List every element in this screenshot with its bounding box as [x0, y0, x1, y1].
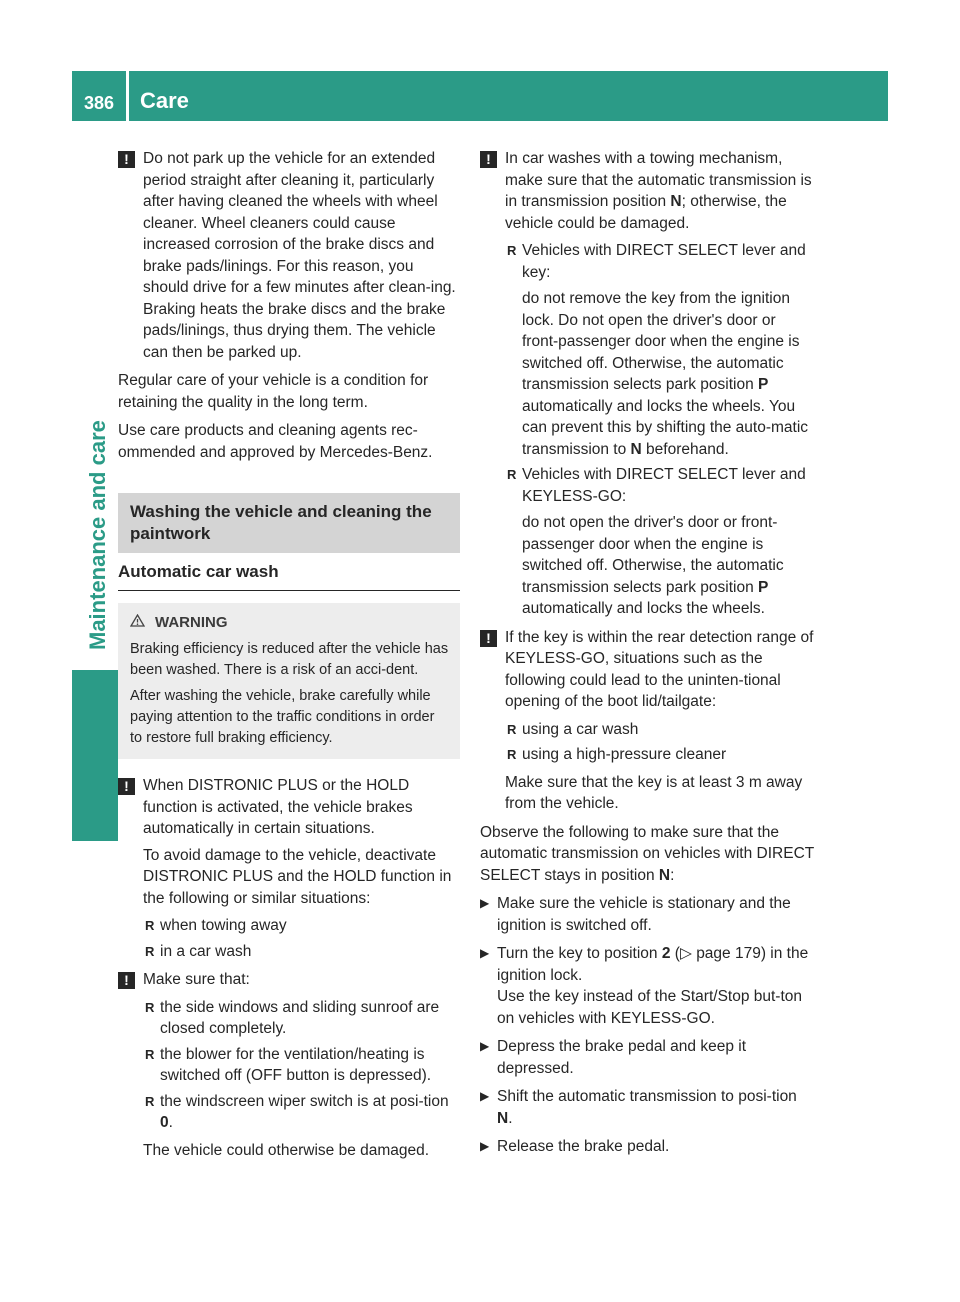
bullet-icon: R: [507, 243, 517, 258]
caution-note: [118, 969, 460, 1161]
bullet-icon: R: [145, 1046, 155, 1062]
list-item: R using a high-pressure cleaner: [505, 744, 816, 766]
exclamation-icon: [480, 151, 497, 168]
note-text: Make sure that:: [143, 971, 250, 988]
warning-title: WARNING: [155, 614, 228, 631]
note-text: When DISTRONIC PLUS or the HOLD function is activated, the vehicle brakes automatically in certain situations.: [143, 777, 413, 837]
warning-text: After washing the vehicle, brake carefully while paying attention to the traffic conditions in order to restore full braking efficiency.: [130, 688, 435, 746]
list-item: R Vehicles with DIRECT SELECT lever and KEYLESS-GO: do not open the driver's door or front-passenger door when the engine is switched off. Otherwise, the automatic transmission selects park position P automatically and locks the wheels.: [507, 466, 806, 617]
step-arrow-icon: ▶: [480, 946, 490, 960]
header-divider: [126, 71, 129, 121]
list-item: R using a car wash: [505, 719, 816, 741]
note-text: Do not park up the vehicle for an extended period straight after cleaning it, particularly after having cleaned the wheels with wheel cleaner. Wheel cleaners could cause increased corrosion of the brake discs and brake pads/linings. For this reason, you should drive for a few minutes after clean-ing. Braking heats the brake discs and the brake pads/linings, thus drying them. The vehicle can then be parked up.: [143, 150, 456, 361]
caution-note: [480, 627, 816, 815]
instruction-step: ▶ Depress the brake pedal and keep it depressed.: [480, 1038, 747, 1077]
header-bar: [72, 71, 888, 121]
warning-box: [118, 603, 460, 759]
step-arrow-icon: ▶: [480, 1039, 490, 1053]
instruction-step: ▶ Make sure the vehicle is stationary and the ignition is switched off.: [480, 895, 791, 934]
bullet-icon: R: [507, 747, 517, 762]
note-text: To avoid damage to the vehicle, deactivate DISTRONIC PLUS and the HOLD function in the following or similar situations:: [143, 846, 452, 907]
warning-text: Braking efficiency is reduced after the vehicle has been washed. There is a risk of an acci-dent.: [130, 641, 449, 678]
exclamation-icon: [118, 151, 135, 168]
list-item: R the blower for the ventilation/heating is switched off (OFF button is depressed).: [145, 1045, 432, 1084]
bullet-icon: R: [507, 721, 517, 737]
bullet-icon: R: [145, 918, 155, 933]
paragraph: Use care products and cleaning agents rec-ommended and approved by Mercedes-Benz.: [118, 422, 433, 461]
caution-note: [118, 148, 460, 363]
section-title: Care: [140, 88, 189, 113]
paragraph: Regular care of your vehicle is a condition for retaining the quality in the long term.: [118, 372, 429, 411]
list-item: R in a car wash: [143, 941, 460, 963]
right-column: [480, 148, 816, 1165]
warning-triangle-icon: [130, 612, 147, 633]
page-reference-link[interactable]: page 179) in the ignition lock.: [497, 945, 809, 984]
exclamation-icon: [118, 778, 135, 795]
list-item: R when towing away: [143, 915, 460, 937]
warning-header: [130, 612, 450, 633]
list-item: R the windscreen wiper switch is at posi-tion 0.: [145, 1092, 449, 1131]
step-arrow-icon: ▶: [480, 1139, 490, 1153]
list-item: R Vehicles with DIRECT SELECT lever and key: do not remove the key from the ignition lock. Do not open the driver's door or front-passenger door when the engine is switched off. Otherwise, the automatic transmission selects park position P automatically and locks the wheels. You can prevent this by shifting the auto-matic transmission to N beforehand.: [507, 242, 809, 458]
step-arrow-icon: ▶: [480, 1089, 490, 1103]
paragraph: Observe the following to make sure that the automatic transmission on vehicles with DIRECT SELECT stays in position N:: [480, 823, 814, 884]
bullet-icon: R: [507, 467, 517, 482]
bullet-icon: R: [145, 1093, 155, 1109]
note-text: If the key is within the rear detection range of KEYLESS-GO, situations such as the following could lead to the uninten-tional opening of the boot lid/tailgate:: [505, 628, 814, 710]
left-column: [118, 148, 460, 1168]
instruction-step: ▶ Turn the key to position 2 (▷ page 179) in the ignition lock. Use the key instead of the Start/Stop but-ton on vehicles with KEYLESS-GO.: [480, 945, 809, 1027]
step-arrow-icon: ▶: [480, 896, 490, 910]
list-item: R the side windows and sliding sunroof are closed completely.: [145, 998, 440, 1037]
note-text: Make sure that the key is at least 3 m away from the vehicle.: [505, 773, 803, 812]
page-ref-icon: ▷: [679, 945, 692, 962]
bullet-icon: R: [145, 999, 155, 1015]
side-tab-marker: [72, 670, 118, 841]
exclamation-icon: [480, 630, 497, 647]
note-text: The vehicle could otherwise be damaged.: [143, 1141, 430, 1159]
page-number: 386: [84, 93, 115, 113]
bullet-icon: R: [145, 943, 155, 959]
caution-note: [480, 148, 816, 620]
side-tab-label: Maintenance and care: [85, 420, 110, 650]
note-text: In car washes with a towing mechanism, make sure that the automatic transmission is in transmission position N; otherwise, the vehicle could be damaged.: [505, 150, 812, 232]
caution-note: [118, 775, 460, 962]
instruction-step: ▶ Release the brake pedal.: [480, 1136, 816, 1158]
exclamation-icon: [118, 972, 135, 989]
subheading: Automatic car wash: [118, 561, 460, 591]
instruction-step: ▶ Shift the automatic transmission to posi-tion N.: [480, 1088, 797, 1127]
section-heading: Washing the vehicle and cleaning the paintwork: [118, 493, 460, 553]
